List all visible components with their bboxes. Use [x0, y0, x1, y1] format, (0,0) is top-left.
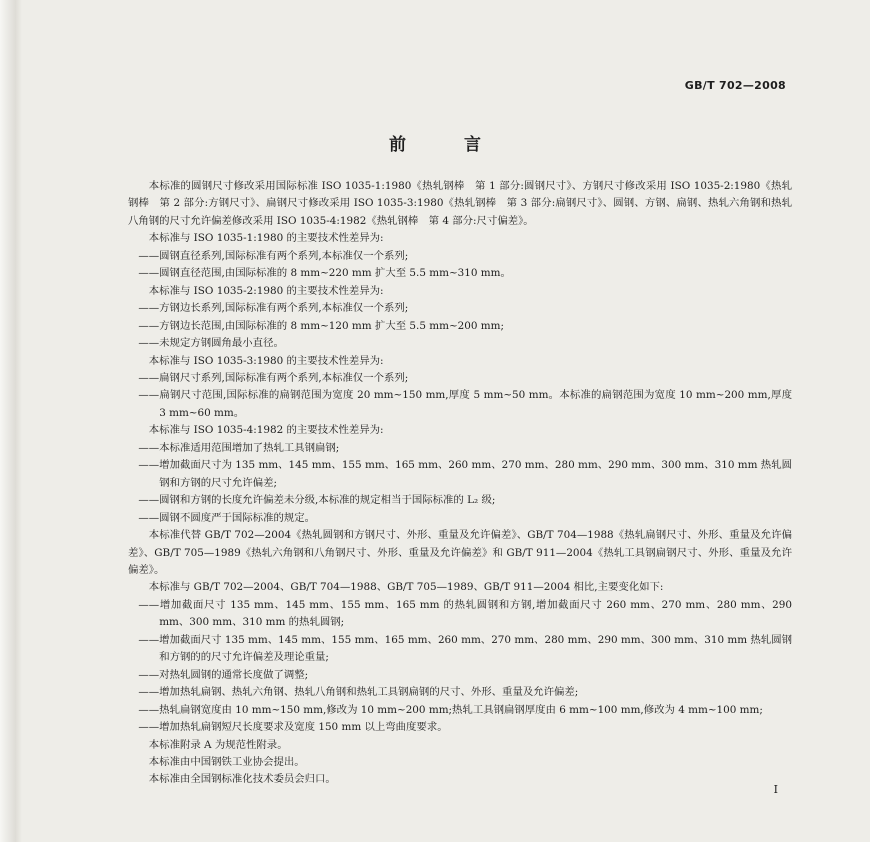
- paragraph: 本标准由中国钢铁工业协会提出。: [148, 755, 305, 768]
- list-item: ——增加截面尺寸为 135 mm、145 mm、155 mm、165 mm、260 mm、270 mm、280 mm、290 mm、300 mm、310 mm 热轧圆钢和方钢的尺寸允许偏差;: [138, 459, 792, 489]
- list-item: ——热轧扁钢宽度由 10 mm~150 mm,修改为 10 mm~200 mm;热轧工具钢扁钢厚度由 6 mm~100 mm,修改为 4 mm~100 mm;: [138, 703, 763, 716]
- list-item: ——扁钢尺寸范围,国际标准的扁钢范围为宽度 20 mm~150 mm,厚度 5 mm~50 mm。本标准的扁钢范围为宽度 10 mm~200 mm,厚度 3 mm~60 mm。: [138, 389, 792, 419]
- page-title: 前 言: [389, 135, 507, 155]
- list-item: ——对热轧圆钢的通常长度做了调整;: [138, 668, 309, 681]
- list-item: ——未规定方钢圆角最小直径。: [138, 337, 284, 350]
- paragraph: 本标准由全国钢标准化技术委员会归口。: [148, 773, 336, 786]
- list-item: ——圆钢不圆度严于国际标准的规定。: [138, 511, 316, 524]
- paragraph: 本标准与 ISO 1035-3:1980 的主要技术性差异为:: [148, 354, 384, 367]
- paragraph: 本标准与 ISO 1035-1:1980 的主要技术性差异为:: [148, 232, 384, 245]
- paragraph: 本标准与 ISO 1035-4:1982 的主要技术性差异为:: [148, 424, 384, 437]
- paragraph: 本标准附录 A 为规范性附录。: [148, 738, 288, 751]
- list-item: ——扁钢尺寸系列,国际标准有两个系列,本标准仅一个系列;: [138, 371, 409, 384]
- list-item: ——圆钢直径范围,由国际标准的 8 mm~220 mm 扩大至 5.5 mm~310 mm。: [138, 267, 511, 280]
- paragraph: 本标准与 GB/T 702—2004、GB/T 704—1988、GB/T 705—1989、GB/T 911—2004 相比,主要变化如下:: [148, 581, 664, 594]
- standard-code: GB/T 702—2008: [684, 79, 786, 92]
- list-item: ——增加热轧扁钢短尺长度要求及宽度 150 mm 以上弯曲度要求。: [138, 721, 448, 734]
- foreword-body: [128, 178, 792, 789]
- binding-edge: [0, 0, 22, 842]
- list-item: ——增加截面尺寸 135 mm、145 mm、155 mm、165 mm 的热轧圆钢和方钢,增加截面尺寸 260 mm、270 mm、280 mm、290 mm、300 mm、310 mm 的热轧圆钢;: [138, 598, 792, 629]
- list-item: ——增加截面尺寸 135 mm、145 mm、155 mm、165 mm、260 mm、270 mm、280 mm、290 mm、300 mm、310 mm 热轧圆钢和方钢的的尺寸允许偏差及理论重量;: [138, 633, 792, 664]
- page-number: I: [773, 783, 778, 796]
- list-item: ——本标准适用范围增加了热轧工具钢扁钢;: [138, 441, 340, 454]
- list-item: ——方钢边长系列,国际标准有两个系列,本标准仅一个系列;: [138, 302, 409, 315]
- list-item: ——方钢边长范围,由国际标准的 8 mm~120 mm 扩大至 5.5 mm~200 mm;: [138, 319, 504, 332]
- paragraph: 本标准代替 GB/T 702—2004《热轧圆钢和方钢尺寸、外形、重量及允许偏差》、GB/T 704—1988《热轧扁钢尺寸、外形、重量及允许偏差》、GB/T 705—1989《热轧六角钢和八角钢尺寸、外形、重量及允许偏差》和 GB/T 911—2004《热轧工具钢扁钢尺寸、外形、重量及允许偏差》。: [128, 529, 792, 576]
- paragraph: 本标准的圆钢尺寸修改采用国际标准 ISO 1035-1:1980《热轧钢棒 第 1 部分:圆钢尺寸》、方钢尺寸修改采用 ISO 1035-2:1980《热轧钢棒 第 2 部分:方钢尺寸》、扁钢尺寸修改采用 ISO 1035-3:1980《热轧钢棒 第 3 部分:扁钢尺寸》、圆钢、方钢、扁钢、热轧六角钢和热轧八角钢的尺寸允许偏差修改采用 ISO 1035-4:1982《热轧钢棒 第 4 部分:尺寸偏差》。: [128, 180, 792, 227]
- paragraph: 本标准与 ISO 1035-2:1980 的主要技术性差异为:: [148, 284, 384, 297]
- list-item: ——圆钢和方钢的长度允许偏差未分级,本标准的规定相当于国际标准的 L₂ 级;: [138, 494, 496, 507]
- list-item: ——圆钢直径系列,国际标准有两个系列,本标准仅一个系列;: [138, 249, 409, 262]
- list-item: ——增加热轧扁钢、热轧六角钢、热轧八角钢和热轧工具钢扁钢的尺寸、外形、重量及允许偏差;: [138, 686, 579, 699]
